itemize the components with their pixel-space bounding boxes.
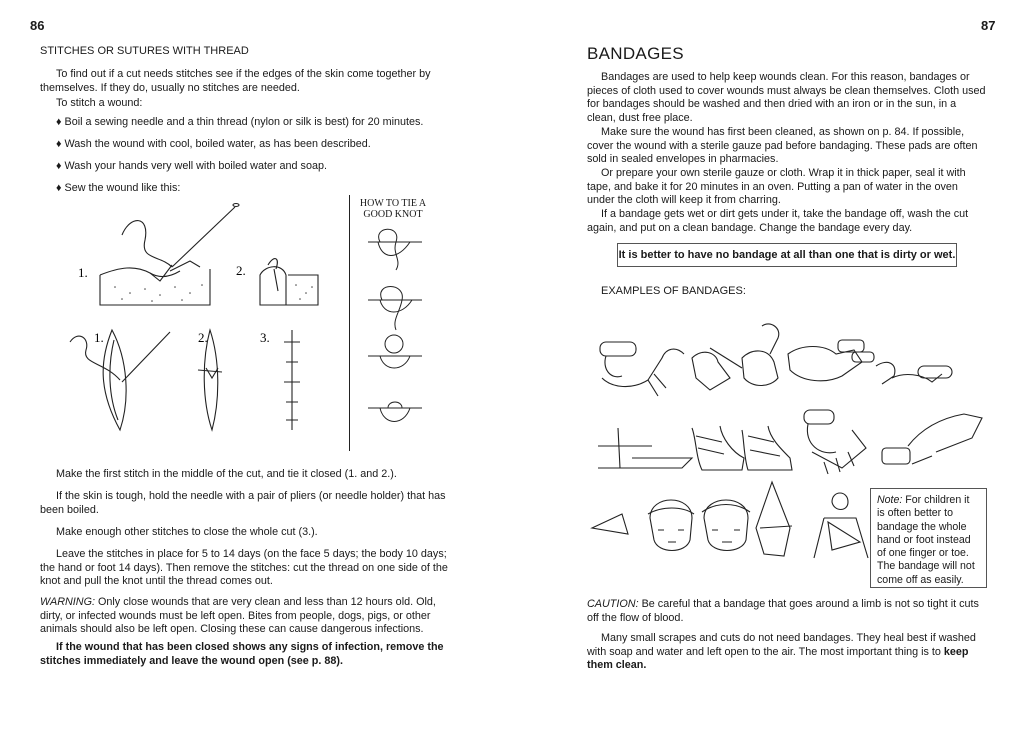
wound-closing-sequence-drawing (60, 320, 320, 450)
bullet-icon: ♦ (56, 182, 62, 194)
knot-panel-divider (349, 195, 350, 451)
bullet-icon: ♦ (56, 160, 62, 172)
intro-paragraph: To find out if a cut needs stitches see if the edges of the skin come together by themselves. If they do, usually no stitches are needed. (40, 68, 431, 94)
important-callout-box (617, 243, 957, 267)
figure-label-bottom-1: 1. (94, 330, 104, 345)
knot-tying-steps-drawing (362, 220, 428, 448)
step-1: ♦ Boil a sewing needle and a thin thread (nylon or silk is best) for 20 minutes. (56, 116, 424, 128)
clean-wound-paragraph: Make sure the wound has first been cleaned, as shown on p. 84. If possible, cover the wound with a sterile gauze pad before bandaging. These pads are often sold in sealed envelopes in pharmacies. (587, 126, 978, 166)
step-3: ♦ Wash your hands very well with boiled water and soap. (56, 160, 327, 172)
caution-label: CAUTION: (587, 598, 639, 610)
bandages-intro-paragraph: Bandages are used to help keep wounds clean. For this reason, bandages or pieces of cloth used to cover wounds must always be clean themselves. Cloth used for bandages should be washed and then dried with an iron or in the sun, in a clean, dust free place. (587, 71, 986, 124)
needle-through-skin-drawing (60, 195, 340, 315)
change-bandage-paragraph: If a bandage gets wet or dirt gets under it, take the bandage off, wash the cut again, and put on a clean bandage. Change the bandage every day. (587, 208, 969, 234)
infection-warning-bold: If the wound that has been closed shows any signs of infection, remove the stitches immediately and leave the wound open (see p. 88). (40, 641, 444, 667)
first-stitch-paragraph: Make the first stitch in the middle of the cut, and tie it closed (1. and 2.). (56, 468, 397, 480)
note-box (870, 488, 987, 588)
bullet-icon: ♦ (56, 116, 62, 128)
figure-label-top-2: 2. (236, 263, 246, 278)
enough-stitches-paragraph: Make enough other stitches to close the whole cut (3.). (56, 526, 318, 538)
small-scrapes-paragraph: Many small scrapes and cuts do not need bandages. They heal best if washed with soap and water and left open to the air. The most important thing is to keep them clean. (587, 632, 976, 672)
warning-label: WARNING: (40, 596, 95, 608)
to-stitch-label: To stitch a wound: (56, 97, 143, 109)
keep-clean-emphasis: keep them clean. (587, 645, 969, 672)
bandages-title: BANDAGES (587, 44, 684, 63)
tough-skin-paragraph: If the skin is tough, hold the needle with a pair of pliers (or needle holder) that has been boiled. (40, 490, 446, 516)
page-number-left: 86 (30, 18, 45, 33)
note-text: Note: For children it is often better to bandage the whole hand or foot instead of one finger or toe. The bandage will not come off as easily. (877, 494, 975, 586)
bullet-icon: ♦ (56, 138, 62, 150)
step-2: ♦ Wash the wound with cool, boiled water, as has been described. (56, 138, 371, 150)
step-4: ♦ Sew the wound like this: (56, 182, 181, 194)
leave-stitches-paragraph: Leave the stitches in place for 5 to 14 days (on the face 5 days; the body 10 days; the hand or foot 14 days). Then remove the stitches: cut the thread on one side of the knot and pull the knot until the thread comes out. (40, 548, 448, 588)
figure-label-bottom-2: 2. (198, 330, 208, 345)
figure-label-bottom-3: 3. (260, 330, 270, 345)
page-number-right: 87 (981, 18, 996, 33)
note-label: Note: (877, 494, 903, 506)
caution-paragraph: CAUTION: Be careful that a bandage that goes around a limb is not so tight it cuts off the flow of blood. (587, 598, 979, 624)
important-callout-text: It is better to have no bandage at all than one that is dirty or wet. (618, 249, 956, 261)
knot-caption: HOW TO TIE A GOOD KNOT (359, 198, 427, 220)
examples-heading: EXAMPLES OF BANDAGES: (601, 285, 746, 297)
warning-paragraph: WARNING: Only close wounds that are very clean and less than 12 hours old. Old, dirty, or infected wounds must be left open. Bites from people, dogs, pigs, or other animals should also be left open. Closing these can cause dangerous infections. (40, 596, 436, 636)
figure-label-top-1: 1. (78, 265, 88, 280)
section-heading-stitches: STITCHES OR SUTURES WITH THREAD (40, 45, 249, 57)
sterile-gauze-paragraph: Or prepare your own sterile gauze or cloth. Wrap it in thick paper, seal it with tape, and bake it for 20 minutes in an oven. Putting a pan of water in the oven under the cloth will keep it from charring. (587, 167, 966, 207)
